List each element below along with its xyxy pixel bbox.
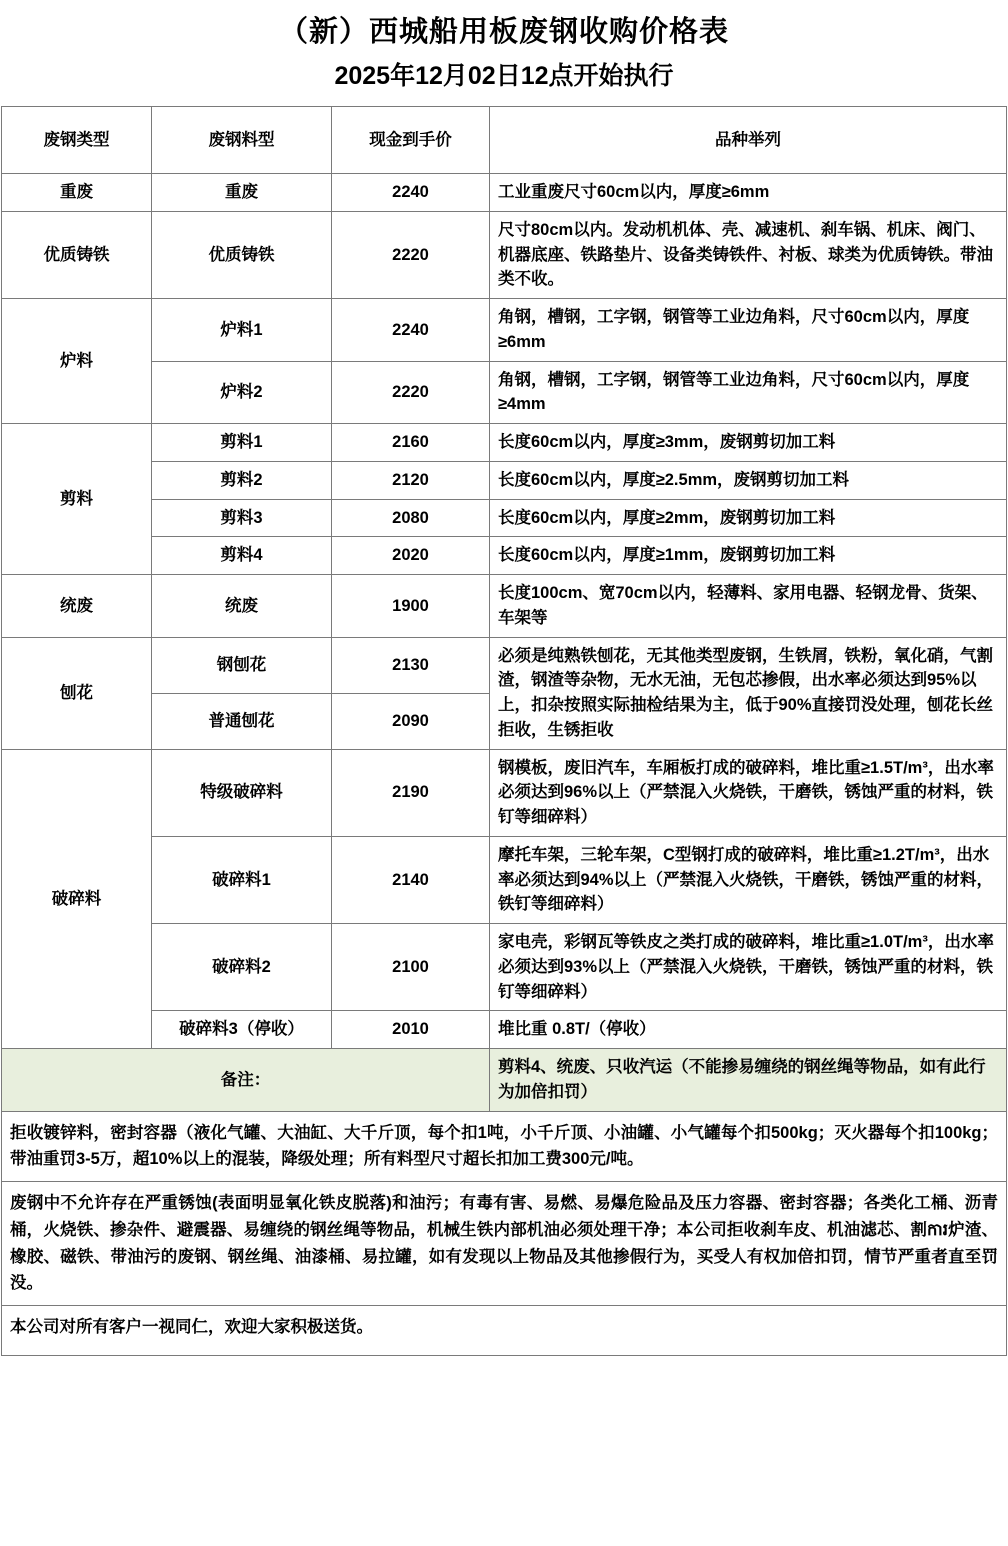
cell-price: 2020 — [332, 537, 490, 575]
table-header — [2, 107, 1007, 174]
cell-grade: 炉料1 — [152, 299, 332, 362]
cell-price: 2190 — [332, 749, 490, 836]
table-row — [2, 924, 1007, 1011]
cell-grade: 破碎料1 — [152, 836, 332, 923]
cell-price: 2080 — [332, 499, 490, 537]
cell-grade: 特级破碎料 — [152, 749, 332, 836]
table-row — [2, 499, 1007, 537]
table-row — [2, 836, 1007, 923]
table-row — [2, 299, 1007, 362]
cell-desc: 工业重废尺寸60cm以内，厚度≥6mm — [490, 174, 1007, 212]
table-row — [2, 1011, 1007, 1049]
cell-price: 1900 — [332, 575, 490, 638]
table-row — [2, 749, 1007, 836]
cell-desc: 家电壳，彩钢瓦等铁皮之类打成的破碎料，堆比重≥1.0T/m³，出水率必须达到93%以上（严禁混入火烧铁，干磨铁，锈蚀严重的材料，铁钉等细碎料） — [490, 924, 1007, 1011]
cell-price: 2240 — [332, 174, 490, 212]
table-row — [2, 575, 1007, 638]
cell-grade: 剪料4 — [152, 537, 332, 575]
cell-grade: 剪料3 — [152, 499, 332, 537]
cell-grade: 优质铸铁 — [152, 211, 332, 298]
cell-price: 2010 — [332, 1011, 490, 1049]
cell-desc: 长度60cm以内，厚度≥2mm，废钢剪切加工料 — [490, 499, 1007, 537]
cell-desc: 必须是纯熟铁刨花，无其他类型废钢，生铁屑，铁粉，氧化硝，气割渣，钢渣等杂物，无水无油，无包芯掺假，出水率必须达到95%以上，扣杂按照实际抽检结果为主，低于90%直接罚没处理，刨花长丝拒收，生锈拒收 — [490, 637, 1007, 749]
cell-desc: 长度60cm以内，厚度≥3mm，废钢剪切加工料 — [490, 424, 1007, 462]
table-row — [2, 637, 1007, 693]
cell-grade: 破碎料2 — [152, 924, 332, 1011]
cell-type: 刨花 — [2, 637, 152, 749]
cell-desc: 角钢，槽钢，工字钢，钢管等工业边角料，尺寸60cm以内，厚度≥4mm — [490, 361, 1007, 424]
table-row — [2, 537, 1007, 575]
cell-desc: 尺寸80cm以内。发动机机体、壳、减速机、刹车锅、机床、阀门、机器底座、铁路垫片、设备类铸铁件、衬板、球类为优质铸铁。带油类不收。 — [490, 211, 1007, 298]
page-title: （新）西城船用板废钢收购价格表 — [278, 16, 729, 48]
cell-price: 2130 — [332, 637, 490, 693]
cell-desc: 钢模板，废旧汽车，车厢板打成的破碎料，堆比重≥1.5T/m³，出水率必须达到96%以上（严禁混入火烧铁，干磨铁，锈蚀严重的材料，铁钉等细碎料） — [490, 749, 1007, 836]
cell-price: 2090 — [332, 693, 490, 749]
column-header-price: 现金到手价 — [332, 107, 490, 174]
table-row — [2, 174, 1007, 212]
table-row — [2, 461, 1007, 499]
cell-grade: 普通刨花 — [152, 693, 332, 749]
page-subtitle: 2025年12月02日12点开始执行 — [334, 61, 674, 90]
cell-desc: 长度60cm以内，厚度≥1mm，废钢剪切加工料 — [490, 537, 1007, 575]
cell-price: 2220 — [332, 361, 490, 424]
cell-grade: 重废 — [152, 174, 332, 212]
cell-type: 破碎料 — [2, 749, 152, 1049]
table-body — [2, 174, 1007, 1112]
cell-price: 2220 — [332, 211, 490, 298]
cell-type: 优质铸铁 — [2, 211, 152, 298]
cell-grade: 钢刨花 — [152, 637, 332, 693]
column-header-desc: 品种举列 — [490, 107, 1007, 174]
column-header-type: 废钢类型 — [2, 107, 152, 174]
column-header-grade: 废钢料型 — [152, 107, 332, 174]
cell-grade: 剪料1 — [152, 424, 332, 462]
cell-price: 2140 — [332, 836, 490, 923]
cell-price: 2120 — [332, 461, 490, 499]
cell-price: 2240 — [332, 299, 490, 362]
notes-label: 备注： — [2, 1049, 490, 1112]
cell-type: 炉料 — [2, 299, 152, 424]
terms-paragraph-1: 拒收镀锌料，密封容器（液化气罐、大油缸、大千斤顶，每个扣1吨，小千斤顶、小油罐、小气罐每个扣500kg；灭火器每个扣100kg；带油重罚3-5万，超10%以上的混装，降级处理；所有料型尺寸超长扣加工费300元/吨。 — [1, 1112, 1007, 1182]
table-row — [2, 424, 1007, 462]
cell-type: 重废 — [2, 174, 152, 212]
terms-paragraph-2: 废钢中不允许存在严重锈蚀(表面明显氧化铁皮脱落)和油污；有毒有害、易燃、易爆危险品及压力容器、密封容器；各类化工桶、沥青桶，火烧铁、掺杂件、避震器、易缠绕的钢丝绳等物品，机械生铁内部机油必须处理干净；本公司拒收刹车皮、机油滤芯、割ការ炉渣、橡胶、磁铁、带油污的废钢、钢丝绳、油漆桶、易拉罐，如有发现以上物品及其他掺假行为，买受人有权加倍扣罚，情节严重者直至罚没。 — [1, 1182, 1007, 1306]
cell-price: 2100 — [332, 924, 490, 1011]
cell-desc: 角钢，槽钢，工字钢，钢管等工业边角料，尺寸60cm以内，厚度≥6mm — [490, 299, 1007, 362]
notes-text: 剪料4、统废、只收汽运（不能掺易缠绕的钢丝绳等物品，如有此行为加倍扣罚） — [490, 1049, 1007, 1112]
price-table — [1, 106, 1007, 1112]
cell-desc: 摩托车架，三轮车架，C型钢打成的破碎料，堆比重≥1.2T/m³，出水率必须达到94%以上（严禁混入火烧铁，干磨铁，锈蚀严重的材料，铁钉等细碎料） — [490, 836, 1007, 923]
cell-grade: 剪料2 — [152, 461, 332, 499]
cell-desc: 长度100cm、宽70cm以内，轻薄料、家用电器、轻钢龙骨、货架、车架等 — [490, 575, 1007, 638]
cell-grade: 破碎料3（停收） — [152, 1011, 332, 1049]
notes-row — [2, 1049, 1007, 1112]
table-header-row — [2, 107, 1007, 174]
cell-type: 剪料 — [2, 424, 152, 575]
table-row — [2, 361, 1007, 424]
cell-grade: 统废 — [152, 575, 332, 638]
cell-type: 统废 — [2, 575, 152, 638]
cell-desc: 堆比重 0.8T/（停收） — [490, 1011, 1007, 1049]
terms-paragraph-3: 本公司对所有客户一视同仁，欢迎大家积极送货。 — [1, 1306, 1007, 1356]
cell-grade: 炉料2 — [152, 361, 332, 424]
cell-desc: 长度60cm以内，厚度≥2.5mm，废钢剪切加工料 — [490, 461, 1007, 499]
table-row — [2, 211, 1007, 298]
cell-price: 2160 — [332, 424, 490, 462]
